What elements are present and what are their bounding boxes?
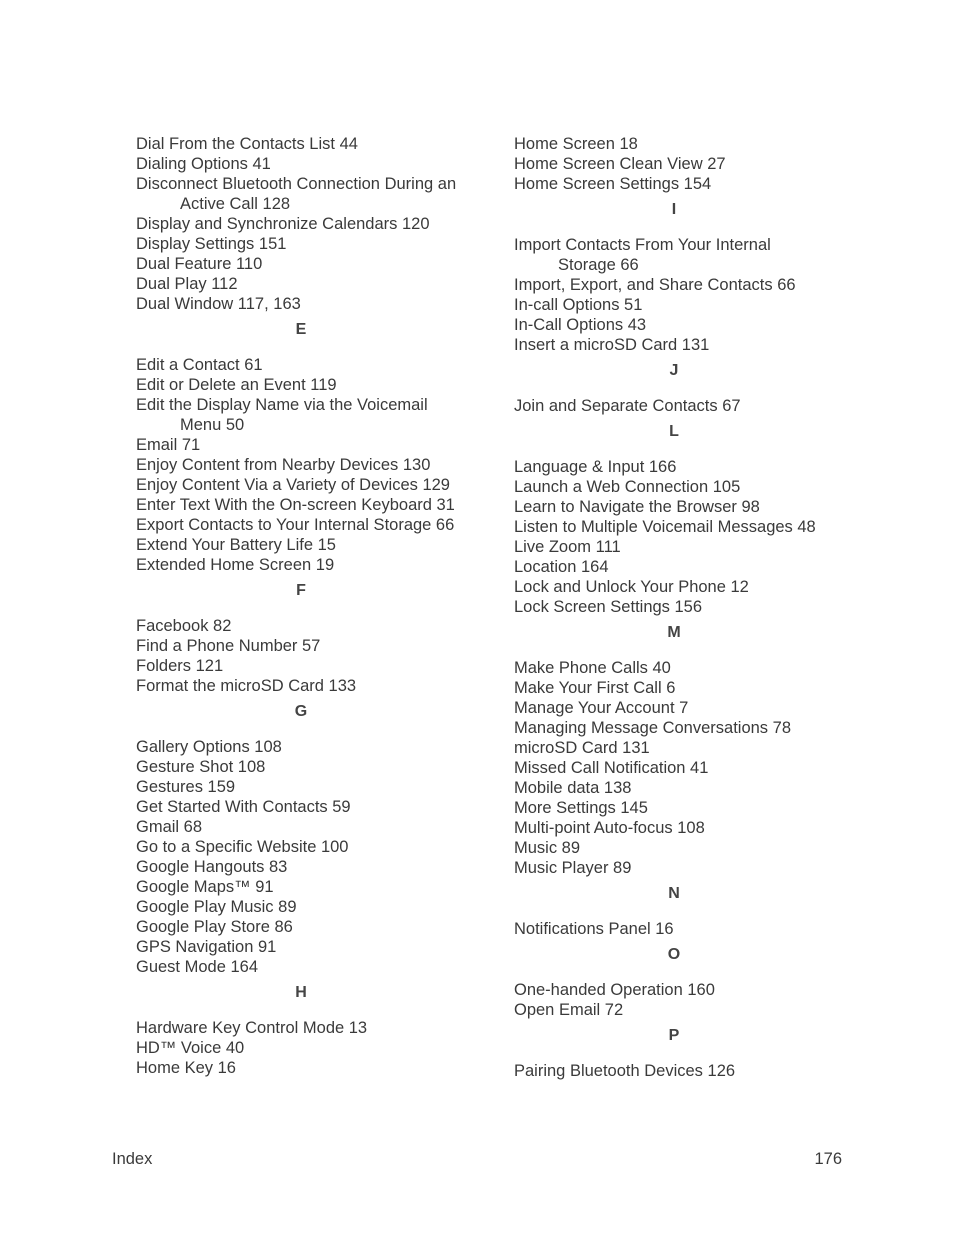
index-entry: Lock and Unlock Your Phone 12 [514, 578, 749, 596]
index-letter-heading: P [668, 1027, 680, 1044]
index-entry: One-handed Operation 160 [514, 981, 715, 999]
index-letter-heading: N [668, 885, 680, 902]
index-entry: Edit or Delete an Event 119 [136, 376, 337, 394]
index-entry: Home Key 16 [136, 1059, 236, 1077]
index-entry: Dual Play 112 [136, 275, 238, 293]
index-letter-heading: M [667, 624, 681, 641]
index-letter-heading: O [667, 946, 681, 963]
index-entry: Manage Your Account 7 [514, 699, 689, 717]
index-entry: Facebook 82 [136, 617, 232, 635]
index-entry: Import, Export, and Share Contacts 66 [514, 276, 796, 294]
index-entry: Folders 121 [136, 657, 224, 675]
index-entry: Extend Your Battery Life 15 [136, 536, 336, 554]
index-entry: Google Maps™ 91 [136, 878, 274, 896]
index-entry: Hardware Key Control Mode 13 [136, 1019, 368, 1037]
index-entry: Edit the Display Name via the Voicemail [136, 396, 428, 414]
index-entry: Import Contacts From Your Internal [514, 236, 771, 254]
index-entry: Google Play Store 86 [136, 918, 293, 936]
index-entry: Home Screen 18 [514, 135, 638, 153]
index-entry: Display and Synchronize Calendars 120 [136, 215, 430, 233]
index-entry: In-Call Options 43 [514, 316, 647, 334]
index-entry: Gmail 68 [136, 818, 203, 836]
index-entry: Pairing Bluetooth Devices 126 [514, 1062, 736, 1080]
index-column-right [514, 134, 834, 1081]
index-entry: Lock Screen Settings 156 [514, 598, 703, 616]
index-entry: Find a Phone Number 57 [136, 637, 321, 655]
index-entry: Display Settings 151 [136, 235, 287, 253]
index-entry: Home Screen Settings 154 [514, 175, 712, 193]
index-letter-heading: I [671, 201, 677, 218]
index-entry: Enter Text With the On-screen Keyboard 31 [136, 496, 455, 514]
index-entry: GPS Navigation 91 [136, 938, 277, 956]
index-entry: Notifications Panel 16 [514, 920, 674, 938]
index-entry: Edit a Contact 61 [136, 356, 263, 374]
index-entry: Multi-point Auto-focus 108 [514, 819, 705, 837]
index-entry: Launch a Web Connection 105 [514, 478, 741, 496]
index-entry: Learn to Navigate the Browser 98 [514, 498, 760, 516]
index-entry: Make Phone Calls 40 [514, 659, 671, 677]
index-letter-heading: L [669, 423, 679, 440]
index-entry: Format the microSD Card 133 [136, 677, 357, 695]
index-entry: Managing Message Conversations 78 [514, 719, 791, 737]
page-number: 176 [814, 1150, 842, 1168]
index-entry: Extended Home Screen 19 [136, 556, 335, 574]
index-entry: Enjoy Content from Nearby Devices 130 [136, 456, 431, 474]
index-letter-heading: E [295, 321, 307, 338]
index-entry: Home Screen Clean View 27 [514, 155, 726, 173]
index-entry: Email 71 [136, 436, 201, 454]
index-column-left [136, 134, 466, 1078]
index-entry: Dual Window 117, 163 [136, 295, 301, 313]
index-entry: Guest Mode 164 [136, 958, 258, 976]
index-letter-heading: H [295, 984, 307, 1001]
index-entry: Gallery Options 108 [136, 738, 282, 756]
index-entry: Make Your First Call 6 [514, 679, 676, 697]
index-entry: Disconnect Bluetooth Connection During an [136, 175, 457, 193]
index-entry: Dialing Options 41 [136, 155, 271, 173]
index-entry: Music Player 89 [514, 859, 632, 877]
index-entry: Go to a Specific Website 100 [136, 838, 349, 856]
index-letter-heading: J [669, 362, 679, 379]
index-entry: HD™ Voice 40 [136, 1039, 245, 1057]
index-letter-heading: G [294, 703, 308, 720]
index-entry-continuation: Storage 66 [558, 256, 639, 274]
index-entry: Google Play Music 89 [136, 898, 297, 916]
index-entry: Gestures 159 [136, 778, 236, 796]
index-entry: Music 89 [514, 839, 581, 857]
index-entry: Enjoy Content Via a Variety of Devices 129 [136, 476, 450, 494]
footer-section-label: Index [112, 1150, 153, 1168]
index-entry-continuation: Menu 50 [180, 416, 245, 434]
index-entry: Insert a microSD Card 131 [514, 336, 710, 354]
index-entry: Dual Feature 110 [136, 255, 263, 273]
index-entry: Join and Separate Contacts 67 [514, 397, 741, 415]
index-entry: Get Started With Contacts 59 [136, 798, 351, 816]
index-entry: Missed Call Notification 41 [514, 759, 709, 777]
index-entry: In-call Options 51 [514, 296, 643, 314]
index-entry: Mobile data 138 [514, 779, 632, 797]
index-entry: Listen to Multiple Voicemail Messages 48 [514, 518, 816, 536]
index-letter-heading: F [296, 582, 306, 599]
index-entry: microSD Card 131 [514, 739, 650, 757]
index-entry: Gesture Shot 108 [136, 758, 266, 776]
index-entry: Open Email 72 [514, 1001, 624, 1019]
index-entry: Language & Input 166 [514, 458, 677, 476]
index-entry: Google Hangouts 83 [136, 858, 288, 876]
index-entry: Location 164 [514, 558, 609, 576]
index-entry: Export Contacts to Your Internal Storage 66 [136, 516, 455, 534]
index-entry: Live Zoom 111 [514, 538, 621, 556]
index-entry-continuation: Active Call 128 [180, 195, 291, 213]
index-entry: Dial From the Contacts List 44 [136, 135, 358, 153]
index-entry: More Settings 145 [514, 799, 648, 817]
